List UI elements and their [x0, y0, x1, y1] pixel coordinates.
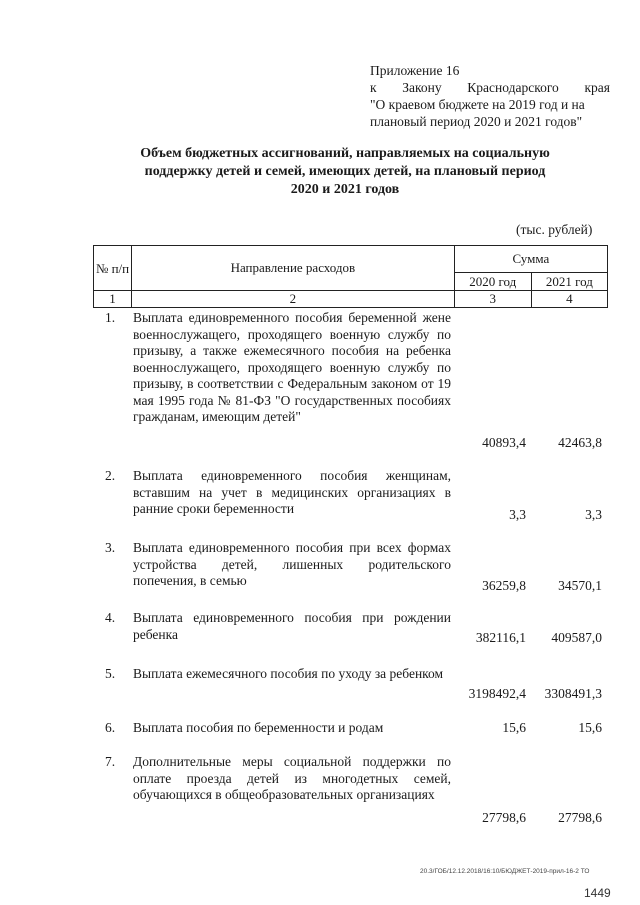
- row-number: 2.: [105, 468, 116, 483]
- row-number: 4.: [105, 610, 116, 625]
- row-value-2021: 15,6: [578, 720, 602, 735]
- page-number: 1449: [584, 886, 611, 900]
- header-direction: Направление расходов: [132, 246, 455, 291]
- appendix-line-1: Приложение 16: [370, 63, 460, 78]
- footer-document-code: 20.3/ГОБ/12.12.2018/16:10/БЮДЖЕТ-2019-прил-16-2 ТО: [420, 868, 590, 875]
- table-header: [93, 245, 608, 308]
- row-description: Выплата единовременного пособия женщинам, вставшим на учет в медицинских организациях в ранние сроки беременности: [133, 468, 451, 516]
- row-value-2021: 3308491,3: [544, 686, 602, 701]
- col-number-2: 2: [132, 291, 455, 308]
- row-number: 7.: [105, 754, 116, 769]
- col-number-1: 1: [94, 291, 132, 308]
- row-description: Выплата пособия по беременности и родам: [133, 720, 384, 735]
- header-year-2021: 2021 год: [531, 273, 607, 291]
- row-description: Дополнительные меры социальной поддержки по оплате проезда детей из многодетных семей, обучающихся в общеобразовательных организациях: [133, 754, 451, 802]
- appendix-word-krasnodar: Краснодарского: [467, 80, 559, 95]
- row-value-2020: 382116,1: [475, 630, 526, 645]
- row-value-2021: 3,3: [585, 507, 602, 522]
- appendix-word-krai: края: [584, 80, 610, 95]
- row-value-2020: 40893,4: [482, 435, 526, 450]
- row-description: Выплата единовременного пособия при рождении ребенка: [133, 610, 451, 642]
- row-value-2020: 3198492,4: [468, 686, 526, 701]
- appendix-line-4: плановый период 2020 и 2021 годов": [370, 114, 583, 129]
- row-description: Выплата единовременного пособия беременной жене военнослужащего, проходящего военную службу по призыву, а также ежемесячного пособия на ребенка военнослужащего, проходящего военную службу по призыву, в соответствии с Федеральным законом от 19 мая 1995 года № 81-ФЗ "О государственных пособиях гражданам, имеющим детей": [133, 310, 451, 424]
- col-number-3: 3: [454, 291, 531, 308]
- row-value-2021: 27798,6: [558, 810, 602, 825]
- header-year-2020: 2020 год: [454, 273, 531, 291]
- appendix-line-2: [370, 79, 610, 96]
- row-value-2020: 27798,6: [482, 810, 526, 825]
- row-number: 5.: [105, 666, 116, 681]
- row-description: Выплата единовременного пособия при всех формах устройства детей, лишенных родительского попечения, в семью: [133, 540, 451, 588]
- title-line-1: Объем бюджетных ассигнований, направляемых на социальную: [140, 146, 550, 161]
- row-value-2021: 34570,1: [558, 578, 602, 593]
- row-number: 1.: [105, 310, 116, 325]
- appendix-line-3: "О краевом бюджете на 2019 год и на: [370, 97, 585, 112]
- title-line-2: поддержку детей и семей, имеющих детей, на плановый период: [144, 164, 546, 179]
- document-title: [110, 145, 580, 199]
- row-value-2021: 42463,8: [558, 435, 602, 450]
- row-value-2020: 15,6: [502, 720, 526, 735]
- row-value-2020: 36259,8: [482, 578, 526, 593]
- row-value-2021: 409587,0: [551, 630, 602, 645]
- row-description: Выплата ежемесячного пособия по уходу за ребенком: [133, 666, 444, 681]
- appendix-note: [370, 62, 610, 130]
- row-value-2020: 3,3: [509, 507, 526, 522]
- header-num: № п/п: [94, 246, 132, 291]
- col-number-4: 4: [531, 291, 607, 308]
- row-number: 3.: [105, 540, 116, 555]
- units-label: (тыс. рублей): [516, 222, 593, 237]
- appendix-word-k: к: [370, 80, 377, 95]
- header-sum: Сумма: [454, 246, 607, 273]
- appendix-word-law: Закону: [402, 80, 442, 95]
- title-line-3: 2020 и 2021 годов: [290, 182, 400, 197]
- row-number: 6.: [105, 720, 116, 735]
